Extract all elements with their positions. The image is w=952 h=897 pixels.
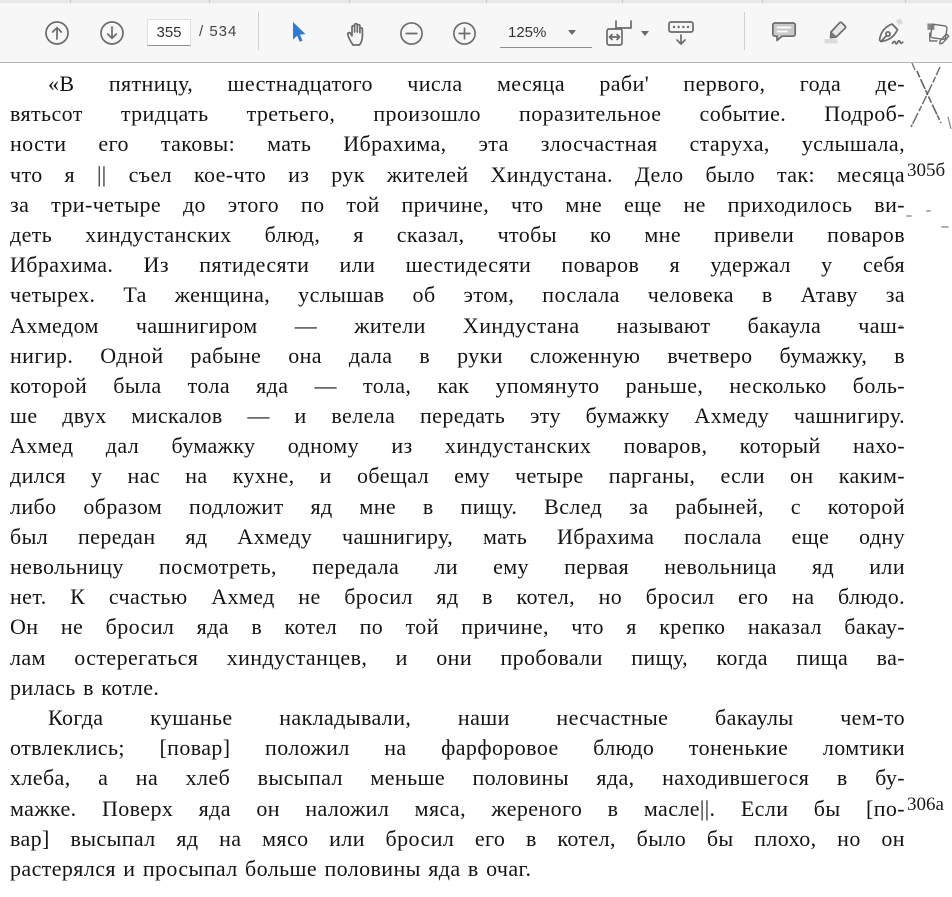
pencil-speck xyxy=(941,226,949,228)
text-line: невольницу посмотреть, передала ли ему первая невольница яд или xyxy=(10,554,905,579)
pencil-speck xyxy=(901,291,903,294)
highlight-button[interactable] xyxy=(817,12,853,54)
page-number-input[interactable] xyxy=(147,19,191,46)
collapse-toolbar-icon xyxy=(666,18,696,48)
text-line: «В пятницу, шестнадцатого числа месяца раби' первого, года де- xyxy=(48,71,905,96)
folio-margin-note: 306а xyxy=(907,794,944,815)
caret-down-icon xyxy=(568,30,576,35)
caret-down-icon xyxy=(641,31,649,36)
folio-margin-note: 305б xyxy=(907,160,946,181)
fit-width-page-icon xyxy=(604,18,634,48)
text-line: четырех. Та женщина, услышав об этом, послала человека в Атаву за xyxy=(10,282,905,308)
edit-pdf-button[interactable] xyxy=(925,12,952,54)
zoom-level-value: 125% xyxy=(508,24,547,41)
text-line: вар] высыпал яд на мясо или бросил его в котел, было бы плохо, но он xyxy=(10,825,905,851)
previous-page-button[interactable] xyxy=(42,12,72,54)
text-line: был передан яд Ахмеду чашнигиру, мать Ибрахима послала еще одну xyxy=(10,523,905,549)
text-line: рилась в котле. xyxy=(10,674,160,700)
text-line: Ахмед дал бумажку одному из хиндустанских поваров, который нахо- xyxy=(10,433,905,459)
text-line: деть хиндустанских блюд, я сказал, чтобы ко мне привели поваров xyxy=(10,221,905,247)
text-line: Он не бросил яда в котел по той причине, что я крепко наказал бакау- xyxy=(10,614,905,640)
hand-icon xyxy=(343,19,371,47)
text-line: за три-четыре до этого по той причине, что мне еще не приходилось ви- xyxy=(10,191,905,217)
text-line: нет. К счастью Ахмед не бросил яд в котел, но бросил его на блюдо. xyxy=(10,584,905,610)
text-line: мажке. Поверх яда он наложил мяса, жереного в масле||. Если бы [по- xyxy=(10,795,905,821)
select-tool-button[interactable] xyxy=(283,12,313,54)
cursor-arrow-icon xyxy=(285,20,311,46)
pencil-speck xyxy=(926,210,931,212)
fill-sign-button[interactable] xyxy=(872,12,910,54)
arrow-up-circle-icon xyxy=(43,19,71,47)
text-line: дился у нас на кухне, и обещал ему четыре парганы, если он каким- xyxy=(10,463,905,489)
zoom-level-select[interactable] xyxy=(500,18,592,48)
text-line: ности его таковы: мать Ибрахима, эта злосчастная старуха, услышала, xyxy=(10,131,905,157)
text-line: Когда кушанье накладывали, наши несчастные бакаулы чем-то xyxy=(48,704,905,730)
comment-button[interactable] xyxy=(767,12,801,54)
hide-toolbar-button[interactable] xyxy=(663,12,699,54)
page-text xyxy=(0,63,952,884)
text-line: отвлеклись; [повар] положил на фарфоровое блюдо тоненькие ломтики xyxy=(10,735,905,761)
text-line: ше двух мискалов — и велела передать эту бумажку Ахмеду чашнигиру. xyxy=(10,403,905,429)
edit-pdf-icon xyxy=(925,18,952,48)
text-line: что я || съел кое-что из рук жителей Хиндустана. Дело было так: месяца xyxy=(10,161,905,187)
handwritten-x-mark xyxy=(903,63,952,142)
text-line: Ибрахима. Из пятидесяти или шестидесяти поваров я удержал у себя xyxy=(10,252,905,278)
pdf-page xyxy=(0,63,952,897)
text-line: вятьсот тридцать третьего, произошло поразительное событие. Подроб- xyxy=(10,101,905,127)
fountain-pen-icon xyxy=(875,17,907,49)
page-count-label: / 534 xyxy=(199,23,238,40)
next-page-button[interactable] xyxy=(97,12,127,54)
pencil-speck xyxy=(906,215,912,217)
text-line: либо образом подложит яд мне в пищу. Вслед за рабыней, с которой xyxy=(10,493,905,519)
plus-circle-icon xyxy=(451,20,478,47)
text-line: нигир. Одной рабыне она дала в руки сложенную вчетверо бумажку, в xyxy=(10,342,905,368)
text-line: которой была тола яда — тола, как упомянуто раньше, несколько боль- xyxy=(10,372,905,398)
text-line: хлеба, а на хлеб высыпал меньше половины яда, находившегося в бу- xyxy=(10,765,905,791)
pencil-speck xyxy=(899,325,903,327)
zoom-out-button[interactable] xyxy=(396,12,426,54)
text-line: растерялся и просыпал больше половины яда в очаг. xyxy=(10,855,532,881)
page-fit-button[interactable] xyxy=(602,12,636,54)
text-line: лам остерегаться хиндустанцев, и они пробовали пищу, когда пища ва- xyxy=(10,644,905,670)
tab-strip-remnant xyxy=(0,0,952,3)
page-fit-dropdown[interactable] xyxy=(638,12,652,54)
hand-tool-button[interactable] xyxy=(341,12,373,54)
text-line: Ахмедом чашнигиром — жители Хиндустана называют бакаула чаш- xyxy=(10,312,905,338)
toolbar-separator xyxy=(744,12,745,50)
zoom-in-button[interactable] xyxy=(449,12,479,54)
toolbar-separator xyxy=(258,12,259,50)
highlighter-icon xyxy=(820,18,850,48)
arrow-down-circle-icon xyxy=(98,19,126,47)
speech-bubble-icon xyxy=(769,18,799,48)
minus-circle-icon xyxy=(398,20,425,47)
toolbar xyxy=(0,0,952,63)
